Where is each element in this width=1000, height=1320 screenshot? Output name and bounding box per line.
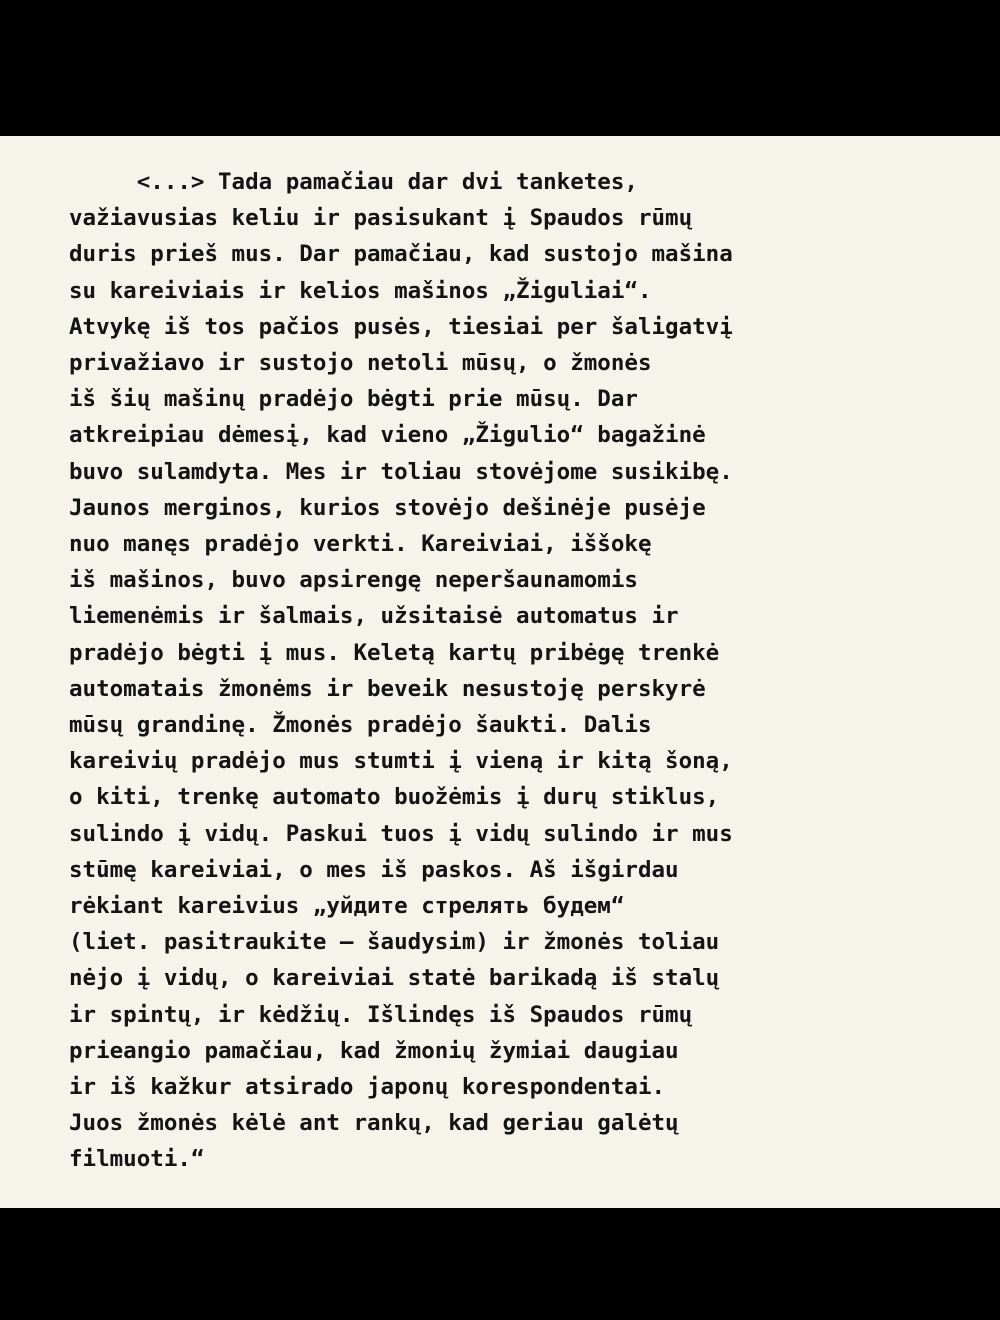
- text-line: atkreipiau dėmesį, kad vieno „Žigulio“ bagažinė: [69, 422, 706, 449]
- text-line: važiavusias keliu ir pasisukant į Spaudos rūmų: [69, 205, 693, 232]
- text-line: <...> Tada pamačiau dar dvi tanketes,: [69, 169, 638, 195]
- text-line: su kareiviais ir kelios mašinos „Žiguliai“.: [69, 277, 652, 304]
- text-line: sulindo į vidų. Paskui tuos į vidų sulindo ir mus: [69, 820, 733, 847]
- text-line: ir spintų, ir kėdžių. Išlindęs iš Spaudos rūmų: [69, 1001, 693, 1028]
- top-black-bar: [0, 0, 1000, 136]
- text-line: privažiavo ir sustojo netoli mūsų, o žmonės: [69, 350, 652, 377]
- text-line: prieangio pamačiau, kad žmonių žymiai daugiau: [69, 1037, 679, 1064]
- text-line: filmuoti.“: [69, 1146, 205, 1173]
- document-page: [0, 136, 1000, 1208]
- text-line: stūmę kareiviai, o mes iš paskos. Aš išgirdau: [69, 856, 679, 883]
- text-line: automatais žmonėms ir beveik nesustoję perskyrė: [69, 675, 706, 702]
- text-line: ir iš kažkur atsirado japonų korespondentai.: [69, 1074, 666, 1101]
- text-line: Jaunos merginos, kurios stovėjo dešinėje pusėje: [69, 494, 706, 521]
- text-line: rėkiant kareivius „уйдите стрелять будем“: [69, 893, 625, 920]
- text-line: liemenėmis ir šalmais, užsitaisė automatus ir: [69, 603, 679, 630]
- text-line: iš šių mašinų pradėjo bėgti prie mūsų. Dar: [69, 386, 638, 413]
- text-line: Atvykę iš tos pačios pusės, tiesiai per šaligatvį: [69, 313, 733, 340]
- text-line: o kiti, trenkę automato buožėmis į durų stiklus,: [69, 784, 720, 811]
- text-line: nuo manęs pradėjo verkti. Kareiviai, iššokę: [69, 531, 652, 558]
- text-line: mūsų grandinę. Žmonės pradėjo šaukti. Dalis: [69, 712, 652, 739]
- text-line: buvo sulamdyta. Mes ir toliau stovėjome susikibę.: [69, 458, 733, 485]
- text-line: iš mašinos, buvo apsirengę neperšaunamomis: [69, 567, 638, 594]
- text-line: (liet. pasitraukite – šaudysim) ir žmonės toliau: [69, 929, 720, 956]
- bottom-black-bar: [0, 1208, 1000, 1320]
- text-line: nėjo į vidų, o kareiviai statė barikadą iš stalų: [69, 965, 720, 992]
- text-line: kareivių pradėjo mus stumti į vieną ir kitą šoną,: [69, 748, 733, 775]
- text-line: Juos žmonės kėlė ant rankų, kad geriau galėtų: [69, 1110, 679, 1137]
- text-line: pradėjo bėgti į mus. Keletą kartų pribėgę trenkė: [69, 639, 720, 666]
- quote-text: [69, 164, 994, 1178]
- text-line: duris prieš mus. Dar pamačiau, kad sustojo mašina: [69, 241, 733, 268]
